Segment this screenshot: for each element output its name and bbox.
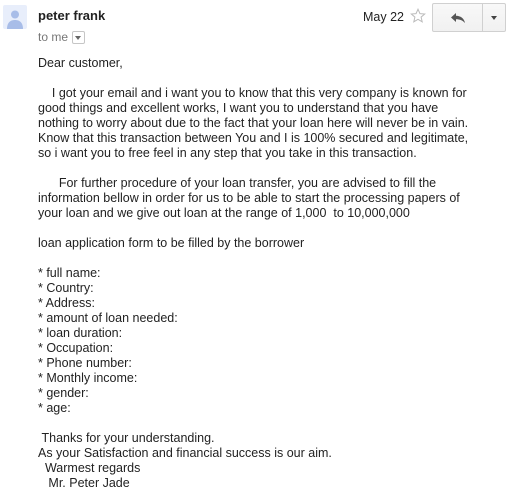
more-options-button[interactable] <box>483 4 505 31</box>
paragraph-line: your loan and we give out loan at the range of 1,000 to 10,000,000 <box>38 206 410 220</box>
form-intro: loan application form to be filled by the borrower <box>38 236 305 250</box>
sender-name[interactable]: peter frank <box>38 8 106 23</box>
signature-line: Mr. Peter Jade <box>38 476 130 490</box>
closing-line: As your Satisfaction and financial success is our aim. <box>38 446 332 460</box>
form-field-line: * full name: <box>38 266 101 280</box>
paragraph-line: information bellow in order for us to be able to start the processing papers of <box>38 191 460 205</box>
paragraph-line: Know that this transaction between You and I is 100% secured and legitimate, <box>38 131 469 145</box>
message-date: May 22 <box>363 10 404 24</box>
form-field-line: * Country: <box>38 281 94 295</box>
form-field-line: * Monthly income: <box>38 371 138 385</box>
form-field-line: * loan duration: <box>38 326 123 340</box>
star-icon[interactable] <box>410 8 426 29</box>
form-field-line: * Phone number: <box>38 356 132 370</box>
closing-line: Warmest regards <box>38 461 141 475</box>
paragraph-line: nothing to worry about due to the fact that your loan here will never be in vain. <box>38 116 469 130</box>
paragraph-line: For further procedure of your loan transfer, you are advised to fill the <box>38 176 437 190</box>
recipient-details-dropdown[interactable] <box>72 31 85 44</box>
to-label: to me <box>38 30 69 44</box>
reply-arrow-icon <box>450 12 466 24</box>
paragraph-line: I got your email and i want you to know that this very company is known for <box>38 86 467 100</box>
closing-line: Thanks for your understanding. <box>38 431 215 445</box>
reply-button[interactable] <box>433 4 483 31</box>
form-field-line: * Address: <box>38 296 95 310</box>
person-silhouette-icon <box>3 5 27 29</box>
paragraph-line: good things and excellent works, I want you to understand that you have <box>38 101 439 115</box>
message-header <box>0 0 512 52</box>
form-field-line: * Occupation: <box>38 341 114 355</box>
reply-button-group <box>432 3 506 32</box>
form-field-line: * age: <box>38 401 71 415</box>
recipient-line <box>38 30 85 44</box>
form-field-line: * gender: <box>38 386 89 400</box>
greeting: Dear customer, <box>38 56 123 70</box>
paragraph-line: so i want you to free feel in any step that you take in this transaction. <box>38 146 417 160</box>
avatar[interactable] <box>3 5 27 29</box>
message-body <box>38 56 508 491</box>
form-field-line: * amount of loan needed: <box>38 311 178 325</box>
